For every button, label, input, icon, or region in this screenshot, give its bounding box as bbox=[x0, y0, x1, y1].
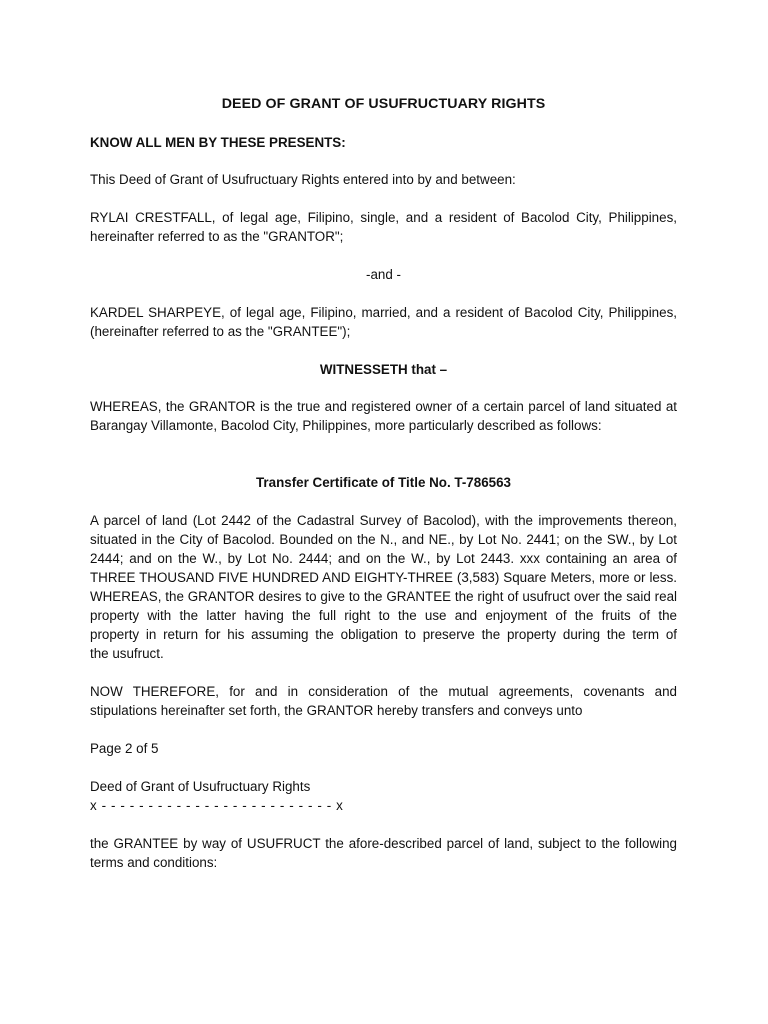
paragraph-line: Barangay Villamonte, Bacolod City, Philippines, more particularly described as follows: bbox=[90, 418, 602, 433]
paragraph-line: A parcel of land (Lot 2442 of the Cadastral Survey of Bacolod), with the improvements thereon, bbox=[90, 513, 677, 528]
document-page bbox=[90, 0, 677, 1024]
paragraph-line: hereinafter referred to as the "GRANTOR"; bbox=[90, 229, 344, 244]
grantee-paragraph bbox=[90, 303, 677, 341]
paragraph-line: stipulations hereinafter set forth, the GRANTOR hereby transfers and conveys unto bbox=[90, 703, 583, 718]
paragraph-line: property with the latter having the full right to the use and enjoyment of the fruits of the bbox=[90, 608, 677, 623]
page-number: Page 2 of 5 bbox=[90, 741, 159, 756]
paragraph-line: WHEREAS, the GRANTOR is the true and registered owner of a certain parcel of land situated at bbox=[90, 399, 677, 414]
running-header: Deed of Grant of Usufructuary Rights bbox=[90, 779, 311, 794]
paragraph-line: (hereinafter referred to as the "GRANTEE"); bbox=[90, 324, 351, 339]
paragraph-line: 2444; and on the W., by Lot No. 2444; and on the W., by Lot 2443. xxx containing an area of bbox=[90, 551, 677, 566]
tct-heading: Transfer Certificate of Title No. T-786563 bbox=[255, 475, 511, 490]
paragraph-line: RYLAI CRESTFALL, of legal age, Filipino, single, and a resident of Bacolod City, Philippines, bbox=[90, 210, 677, 225]
paragraph-line: the usufruct. bbox=[90, 646, 164, 661]
continuation-paragraph bbox=[90, 834, 677, 872]
witnesseth-heading: WITNESSETH that – bbox=[319, 362, 448, 377]
paragraph-line: the GRANTEE by way of USUFRUCT the afore-described parcel of land, subject to the following bbox=[90, 836, 677, 851]
paragraph-line: THREE THOUSAND FIVE HUNDRED AND EIGHTY-THREE (3,583) Square Meters, more or less. bbox=[90, 570, 677, 585]
paragraph-line: situated in the City of Bacolod. Bounded on the N., and NE., by Lot No. 2441; on the SW., by Lot bbox=[90, 532, 677, 547]
and-separator: -and - bbox=[366, 267, 401, 282]
whereas-paragraph bbox=[90, 397, 677, 435]
opening-statement: KNOW ALL MEN BY THESE PRESENTS: bbox=[90, 135, 346, 150]
document-title: DEED OF GRANT OF USUFRUCTUARY RIGHTS bbox=[221, 96, 546, 112]
paragraph-line: WHEREAS, the GRANTOR desires to give to the GRANTEE the right of usufruct over the said real bbox=[90, 589, 677, 604]
intro-paragraph: This Deed of Grant of Usufructuary Rights entered into by and between: bbox=[90, 172, 516, 187]
paragraph-line: NOW THEREFORE, for and in consideration of the mutual agreements, covenants and bbox=[90, 684, 677, 699]
running-separator: x - - - - - - - - - - - - - - - - - - - - - - - - - x bbox=[90, 798, 344, 813]
grantor-paragraph bbox=[90, 208, 677, 246]
parcel-description-paragraph bbox=[90, 511, 677, 663]
paragraph-line: property in return for his assuming the obligation to preserve the property during the term of bbox=[90, 627, 677, 642]
paragraph-line: terms and conditions: bbox=[90, 855, 218, 870]
paragraph-line: KARDEL SHARPEYE, of legal age, Filipino, married, and a resident of Bacolod City, Philippines, bbox=[90, 305, 677, 320]
now-therefore-paragraph bbox=[90, 682, 677, 720]
